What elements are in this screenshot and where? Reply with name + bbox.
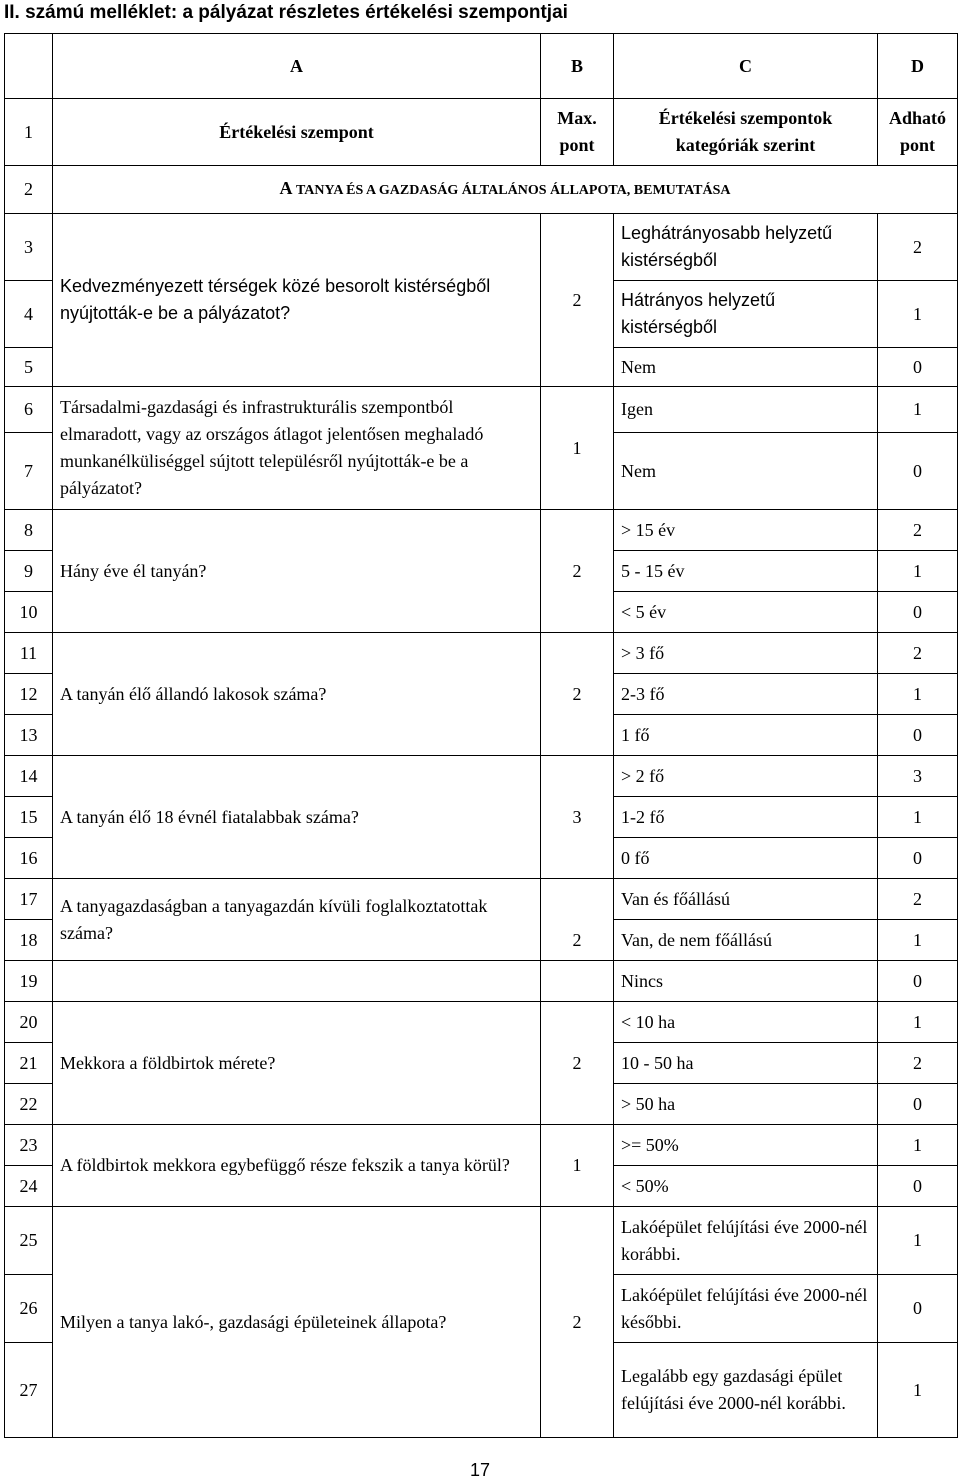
- row-number: 8: [5, 510, 53, 551]
- points-value: 0: [878, 715, 958, 756]
- points-value: 1: [878, 387, 958, 433]
- points-value: 1: [878, 1002, 958, 1043]
- category-text: < 50%: [614, 1166, 878, 1207]
- category-text: Van és főállású: [614, 879, 878, 920]
- category-text: > 3 fő: [614, 633, 878, 674]
- row-number: 25: [5, 1207, 53, 1275]
- criterion-text: A tanyán élő 18 évnél fiatalabbak száma?: [53, 756, 541, 879]
- points-value: 2: [878, 510, 958, 551]
- points-value: 0: [878, 1275, 958, 1343]
- points-value: 1: [878, 674, 958, 715]
- row-number: 23: [5, 1125, 53, 1166]
- column-c-letter: C: [614, 34, 878, 99]
- points-value: 0: [878, 838, 958, 879]
- max-points: 1: [541, 1125, 614, 1207]
- category-text: 10 - 50 ha: [614, 1043, 878, 1084]
- table-row: [5, 961, 958, 1002]
- points-value: 2: [878, 633, 958, 674]
- category-text: Nem: [614, 348, 878, 387]
- category-text: Igen: [614, 387, 878, 433]
- row-number: 13: [5, 715, 53, 756]
- criterion-text: A tanyán élő állandó lakosok száma?: [53, 633, 541, 756]
- category-text: Lakóépület felújítási éve 2000-nél későbbi.: [614, 1275, 878, 1343]
- criterion-text: Milyen a tanya lakó-, gazdasági épületeinek állapota?: [53, 1207, 541, 1438]
- category-text: 0 fő: [614, 838, 878, 879]
- table-row: [5, 756, 958, 797]
- points-value: 1: [878, 551, 958, 592]
- points-value: 0: [878, 433, 958, 510]
- row-number: 27: [5, 1343, 53, 1438]
- points-value: 1: [878, 281, 958, 348]
- max-points: 2: [541, 510, 614, 633]
- max-points: 3: [541, 756, 614, 879]
- table-row: [5, 633, 958, 674]
- points-value: 0: [878, 1084, 958, 1125]
- category-text: > 15 év: [614, 510, 878, 551]
- criterion-text: Társadalmi-gazdasági és infrastrukturális szempontból elmaradott, vagy az országos átlagot jelentősen meghaladó munkanélküliséggel sújtott településről nyújtották-e be a pályázatot?: [53, 387, 541, 510]
- table-row: [5, 1002, 958, 1043]
- page-title: II. számú melléklet: a pályázat részletes értékelési szempontjai: [4, 2, 568, 23]
- category-text: Legalább egy gazdasági épület felújítási éve 2000-nél korábbi.: [614, 1343, 878, 1438]
- section-heading-rest: TANYA ÉS A GAZDASÁG ÁLTALÁNOS ÁLLAPOTA, BEMUTATÁSA: [296, 183, 731, 198]
- row-number: 11: [5, 633, 53, 674]
- row-number: 18: [5, 920, 53, 961]
- points-value: 1: [878, 1343, 958, 1438]
- header-categories: Értékelési szempontok kategóriák szerint: [614, 99, 878, 166]
- points-value: 0: [878, 592, 958, 633]
- category-text: Van, de nem főállású: [614, 920, 878, 961]
- criterion-text: Mekkora a földbirtok mérete?: [53, 1002, 541, 1125]
- criterion-text: A földbirtok mekkora egybefüggő része fekszik a tanya körül?: [53, 1125, 541, 1207]
- row-number: 1: [5, 99, 53, 166]
- category-text: Hátrányos helyzetű kistérségből: [614, 281, 878, 348]
- column-a-letter: A: [53, 34, 541, 99]
- criterion-text: Hány éve él tanyán?: [53, 510, 541, 633]
- row-number: 9: [5, 551, 53, 592]
- table-row: [5, 510, 958, 551]
- category-text: > 2 fő: [614, 756, 878, 797]
- header-criterion: Értékelési szempont: [53, 99, 541, 166]
- max-points: 2: [541, 879, 614, 961]
- points-value: 3: [878, 756, 958, 797]
- table-row: [5, 879, 958, 920]
- section-row: [5, 166, 958, 214]
- row-number: 4: [5, 281, 53, 348]
- points-value: 1: [878, 1207, 958, 1275]
- row-number: 2: [5, 166, 53, 214]
- row-number: 5: [5, 348, 53, 387]
- criterion-text: Kedvezményezett térségek közé besorolt kistérségből nyújtották-e be a pályázatot?: [53, 214, 541, 387]
- section-heading-initial: A: [279, 178, 292, 198]
- category-text: 1 fő: [614, 715, 878, 756]
- category-text: 1-2 fő: [614, 797, 878, 838]
- category-text: >= 50%: [614, 1125, 878, 1166]
- row-number: 19: [5, 961, 53, 1002]
- max-points: 1: [541, 387, 614, 510]
- max-points: 2: [541, 1207, 614, 1438]
- row-number: 15: [5, 797, 53, 838]
- category-text: 5 - 15 év: [614, 551, 878, 592]
- table-row: [5, 1125, 958, 1166]
- table-row: [5, 214, 958, 281]
- row-number: 7: [5, 433, 53, 510]
- points-value: 2: [878, 1043, 958, 1084]
- row-number: 22: [5, 1084, 53, 1125]
- category-text: Nincs: [614, 961, 878, 1002]
- row-number: 26: [5, 1275, 53, 1343]
- category-text: Leghátrányosabb helyzetű kistérségből: [614, 214, 878, 281]
- row-number: 16: [5, 838, 53, 879]
- points-value: 1: [878, 797, 958, 838]
- points-value: 1: [878, 1125, 958, 1166]
- section-heading: [53, 166, 958, 214]
- points-value: 2: [878, 214, 958, 281]
- table-row: [5, 1207, 958, 1275]
- row-number: 14: [5, 756, 53, 797]
- points-value: 0: [878, 1166, 958, 1207]
- row-number: 6: [5, 387, 53, 433]
- max-points: 2: [541, 1002, 614, 1125]
- category-text: Lakóépület felújítási éve 2000-nél korábbi.: [614, 1207, 878, 1275]
- criterion-text: A tanyagazdaságban a tanyagazdán kívüli foglalkoztatottak száma?: [53, 879, 541, 961]
- column-d-letter: D: [878, 34, 958, 99]
- category-text: < 5 év: [614, 592, 878, 633]
- header-row: [5, 99, 958, 166]
- category-text: 2-3 fő: [614, 674, 878, 715]
- max-points: 2: [541, 633, 614, 756]
- column-letters-row: [5, 34, 958, 99]
- header-points: Adható pont: [878, 99, 958, 166]
- points-value: 1: [878, 920, 958, 961]
- category-text: > 50 ha: [614, 1084, 878, 1125]
- row-number: 17: [5, 879, 53, 920]
- evaluation-table: [4, 33, 958, 1438]
- max-points: 2: [541, 214, 614, 387]
- table-row: [5, 387, 958, 433]
- category-text: < 10 ha: [614, 1002, 878, 1043]
- header-max-points: Max. pont: [541, 99, 614, 166]
- points-value: 0: [878, 348, 958, 387]
- row-number: 20: [5, 1002, 53, 1043]
- row-number: 12: [5, 674, 53, 715]
- page-number: 17: [469, 1460, 491, 1480]
- row-number: 24: [5, 1166, 53, 1207]
- row-number: 3: [5, 214, 53, 281]
- category-text: Nem: [614, 433, 878, 510]
- row-number: 21: [5, 1043, 53, 1084]
- points-value: 0: [878, 961, 958, 1002]
- row-number: 10: [5, 592, 53, 633]
- points-value: 2: [878, 879, 958, 920]
- column-b-letter: B: [541, 34, 614, 99]
